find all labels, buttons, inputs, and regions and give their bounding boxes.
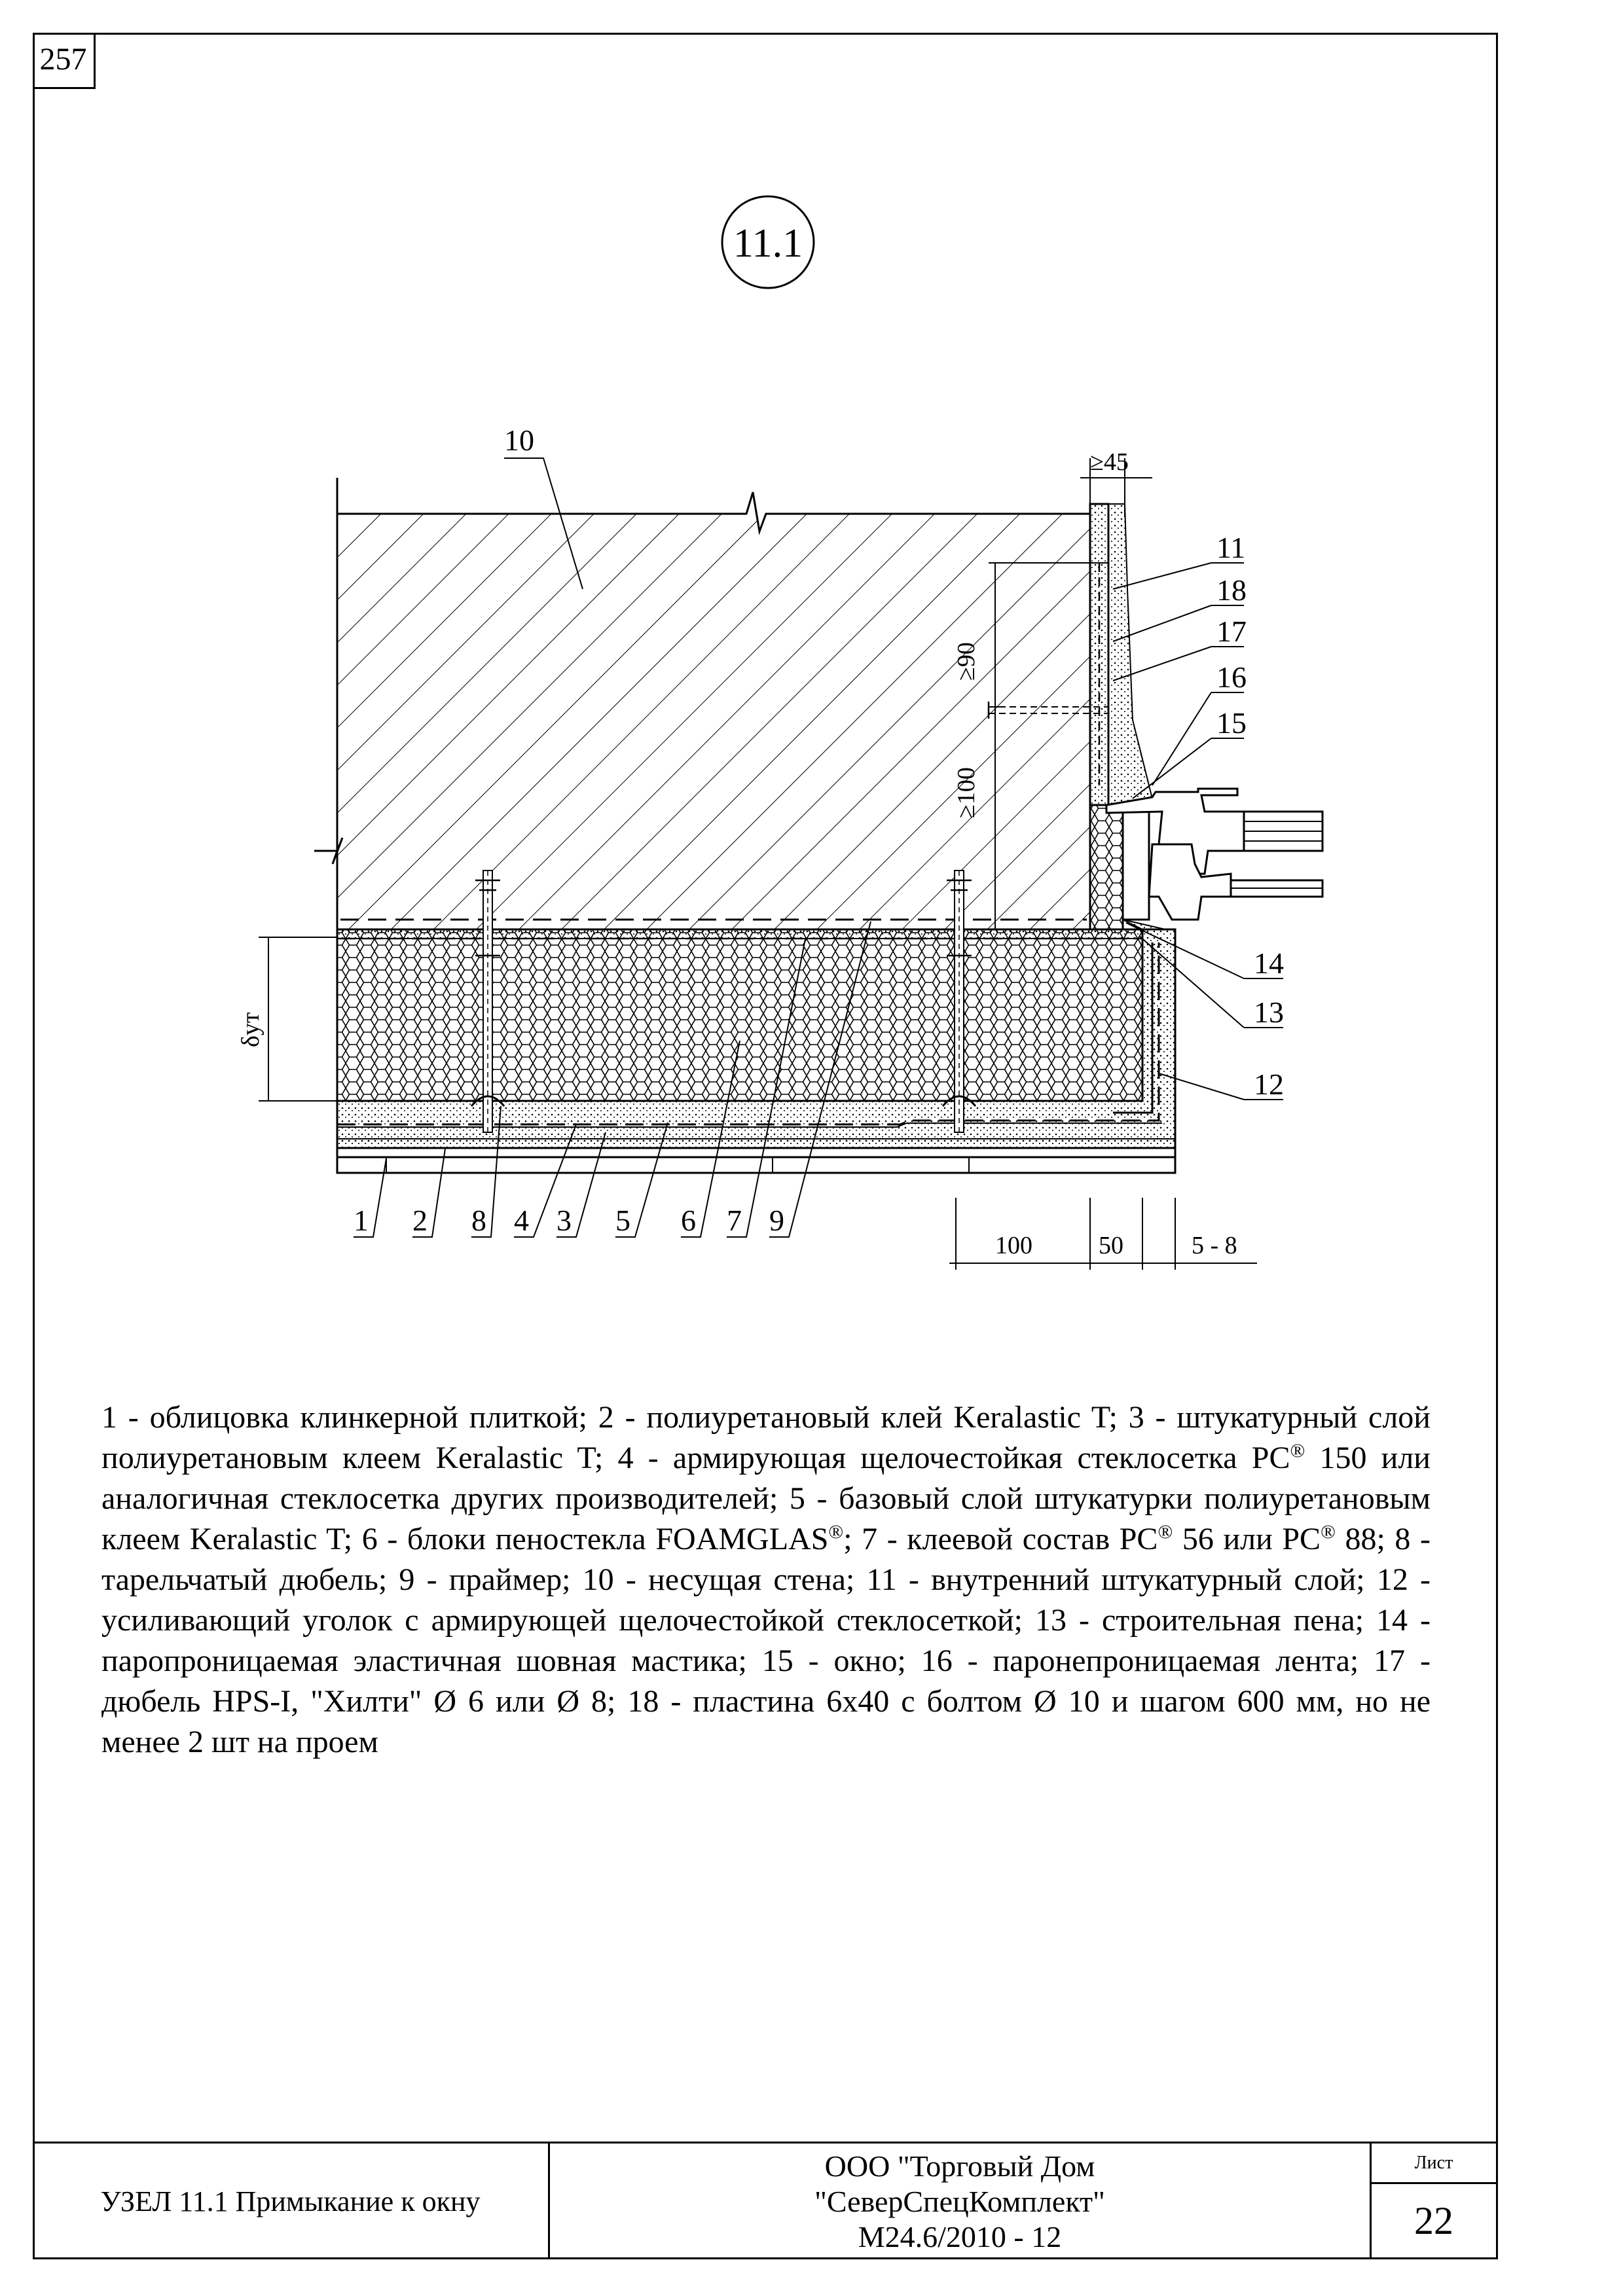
legend-part-4: 56 или PC	[1173, 1522, 1321, 1556]
window-profile	[1106, 789, 1322, 920]
callout-13: 13	[1254, 996, 1284, 1029]
callout-16: 16	[1216, 660, 1247, 694]
callout-2: 2	[412, 1204, 428, 1237]
sheet-number: 22	[1414, 2199, 1453, 2242]
dim-bottom-1: 100	[995, 1232, 1032, 1259]
callout-12: 12	[1254, 1067, 1284, 1101]
reg-mark: ®	[1158, 1521, 1173, 1543]
title-block-sheet	[1372, 2144, 1496, 2259]
dim-insulation-thickness: δут	[237, 1012, 264, 1047]
legend-part-2: 150 или аналогичная стеклосетка других производителей; 5 - базовый слой штукатурки полиуретановым клеем Keralastic T; 6 - блоки пеностекла FOAMGLAS	[101, 1441, 1431, 1556]
callout-5: 5	[615, 1204, 630, 1237]
dim-anchor-min: ≥100	[953, 767, 980, 818]
callout-4: 4	[514, 1204, 529, 1237]
callout-10: 10	[504, 423, 534, 457]
company-line-2: "СеверСпецКомплект"	[814, 2184, 1105, 2218]
dim-gap-min: ≥45	[1090, 448, 1129, 476]
legend-part-3: ; 7 - клеевой состав PC	[843, 1522, 1158, 1556]
title-block-company	[550, 2144, 1372, 2259]
callout-11: 11	[1216, 531, 1246, 564]
legend-part-5: 88; 8 - тарельчатый дюбель; 9 - праймер; 10 - несущая стена; 11 - внутренний штукатурный слой; 12 - усиливающий уголок с армирующей щелочестойкой стеклосеткой; 13 - строительная пена; 14 - паропроницаемая эластичная шовная мастика; 15 - окно; 16 - паронепроницаемая лента; 17 - дюбель HPS-I, "Хилти" Ø 6 или Ø 8; 18 - пластина 6x40 с болтом Ø 10 и шагом 600 мм, но не менее 2 шт на проем	[101, 1522, 1431, 1759]
node-id: 11.1	[733, 221, 803, 266]
callout-1: 1	[354, 1204, 369, 1237]
dim-bottom-2: 50	[1099, 1232, 1123, 1259]
sheet-label: Лист	[1372, 2144, 1496, 2184]
callout-9: 9	[769, 1204, 784, 1237]
legend-part-1: 1 - облицовка клинкерной плиткой; 2 - полиуретановый клей Keralastic T; 3 - штукатурный слой полиуретановым клеем Keralastic T; 4 - армирующая щелочестойкая стеклосетка PC	[101, 1400, 1431, 1475]
callout-18: 18	[1216, 573, 1247, 607]
bearing-wall	[314, 478, 1090, 929]
callout-17: 17	[1216, 615, 1247, 648]
callout-7: 7	[727, 1204, 742, 1237]
dim-overlap-min: ≥90	[953, 642, 980, 681]
title-block	[33, 2142, 1498, 2259]
title-block-node-title: УЗЕЛ 11.1 Примыкание к окну	[33, 2144, 550, 2259]
legend-text	[101, 1397, 1431, 1763]
page-number: 257	[33, 33, 96, 89]
callout-6: 6	[681, 1204, 696, 1237]
dim-bottom-3: 5 - 8	[1192, 1232, 1237, 1259]
reg-mark: ®	[1290, 1440, 1305, 1462]
reg-mark: ®	[1321, 1521, 1336, 1543]
node-marker	[722, 196, 814, 288]
callout-15: 15	[1216, 706, 1247, 740]
foamglas-insulation	[337, 929, 1142, 1101]
callout-8: 8	[471, 1204, 486, 1237]
internal-plaster	[1090, 504, 1152, 805]
reg-mark: ®	[828, 1521, 844, 1543]
company-line-1: ООО "Торговый Дом	[824, 2149, 1095, 2183]
callout-3: 3	[556, 1204, 572, 1237]
document-code: М24.6/2010 - 12	[858, 2219, 1062, 2253]
callout-14: 14	[1254, 946, 1284, 980]
